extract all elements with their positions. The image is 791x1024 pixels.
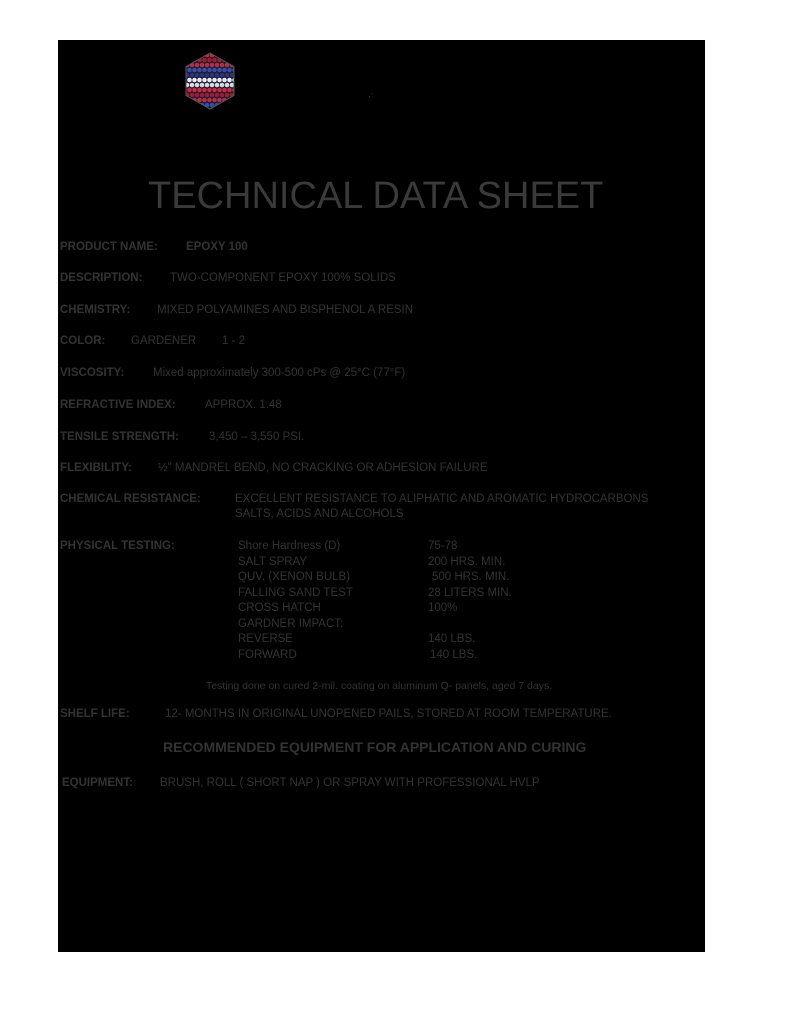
tensile-strength-label: TENSILE STRENGTH: <box>60 431 179 443</box>
flexibility-label: FLEXIBILITY: <box>60 462 132 474</box>
test-name: GARDNER IMPACT: <box>238 618 344 630</box>
test-name: Shore Hardness (D) <box>238 540 341 552</box>
shelf-life-label: SHELF LIFE: <box>60 708 130 720</box>
description-label: DESCRIPTION: <box>60 272 143 284</box>
color-value: GARDENER <box>131 335 197 347</box>
testing-note: Testing done on cured 2-mil. coating on aluminum Q- panels, aged 7 days. <box>206 680 553 692</box>
test-name: QUV. (XENON BULB) <box>238 571 351 583</box>
viscosity-value: Mixed approximately 300-500 cPs @ 25°C (77°F) <box>153 367 406 379</box>
color-label: COLOR: <box>60 335 106 347</box>
test-value: 75-78 <box>428 540 458 552</box>
description-value: TWO-COMPONENT EPOXY 100% SOLIDS <box>170 272 396 284</box>
test-name: FALLING SAND TEST <box>238 587 353 599</box>
refractive-index-label: REFRACTIVE INDEX: <box>60 399 176 411</box>
color-value-range: 1 - 2 <box>222 335 246 347</box>
test-value: 140 LBS. <box>430 649 478 661</box>
product-name-value: EPOXY 100 <box>186 241 248 253</box>
equipment-label: EQUIPMENT: <box>62 777 133 789</box>
chemical-resistance-value-1: EXCELLENT RESISTANCE TO ALIPHATIC AND AROMATIC HYDROCARBONS <box>235 493 649 505</box>
flexibility-value: ½" MANDREL BEND, NO CRACKING OR ADHESION FAILURE <box>158 462 488 474</box>
equipment-section-heading: RECOMMENDED EQUIPMENT FOR APPLICATION AND CURING <box>163 739 587 755</box>
test-name: CROSS HATCH <box>238 602 321 614</box>
tensile-strength-value: 3,450 – 3,550 PSI. <box>209 431 305 443</box>
header-mark: ‧˙ <box>368 92 374 102</box>
physical-testing-label: PHYSICAL TESTING: <box>60 540 175 552</box>
equipment-value: BRUSH, ROLL ( SHORT NAP ) OR SPRAY WITH PROFESSIONAL HVLP <box>160 777 540 789</box>
product-name-label: PRODUCT NAME: <box>60 241 158 253</box>
test-value: 140 LBS. <box>428 633 476 645</box>
test-value: 100% <box>428 602 458 614</box>
refractive-index-value: APPROX. 1.48 <box>205 399 282 411</box>
test-name: SALT SPRAY <box>238 556 308 568</box>
test-value: 500 HRS. MIN. <box>432 571 510 583</box>
chemical-resistance-label: CHEMICAL RESISTANCE: <box>60 493 201 505</box>
test-value: 200 HRS. MIN. <box>428 556 506 568</box>
test-name: REVERSE <box>238 633 293 645</box>
page-title: TECHNICAL DATA SHEET <box>148 175 604 217</box>
chemistry-label: CHEMISTRY: <box>60 304 131 316</box>
hexagon-bead-logo <box>184 52 236 110</box>
viscosity-label: VISCOSITY: <box>60 367 125 379</box>
chemical-resistance-value-2: SALTS, ACIDS AND ALCOHOLS <box>235 508 404 520</box>
chemistry-value: MIXED POLYAMINES AND BISPHENOL A RESIN <box>157 304 414 316</box>
test-value: 28 LITERS MIN. <box>428 587 512 599</box>
shelf-life-value: 12- MONTHS IN ORIGINAL UNOPENED PAILS, STORED AT ROOM TEMPERATURE. <box>165 708 612 720</box>
test-name: FORWARD <box>238 649 297 661</box>
